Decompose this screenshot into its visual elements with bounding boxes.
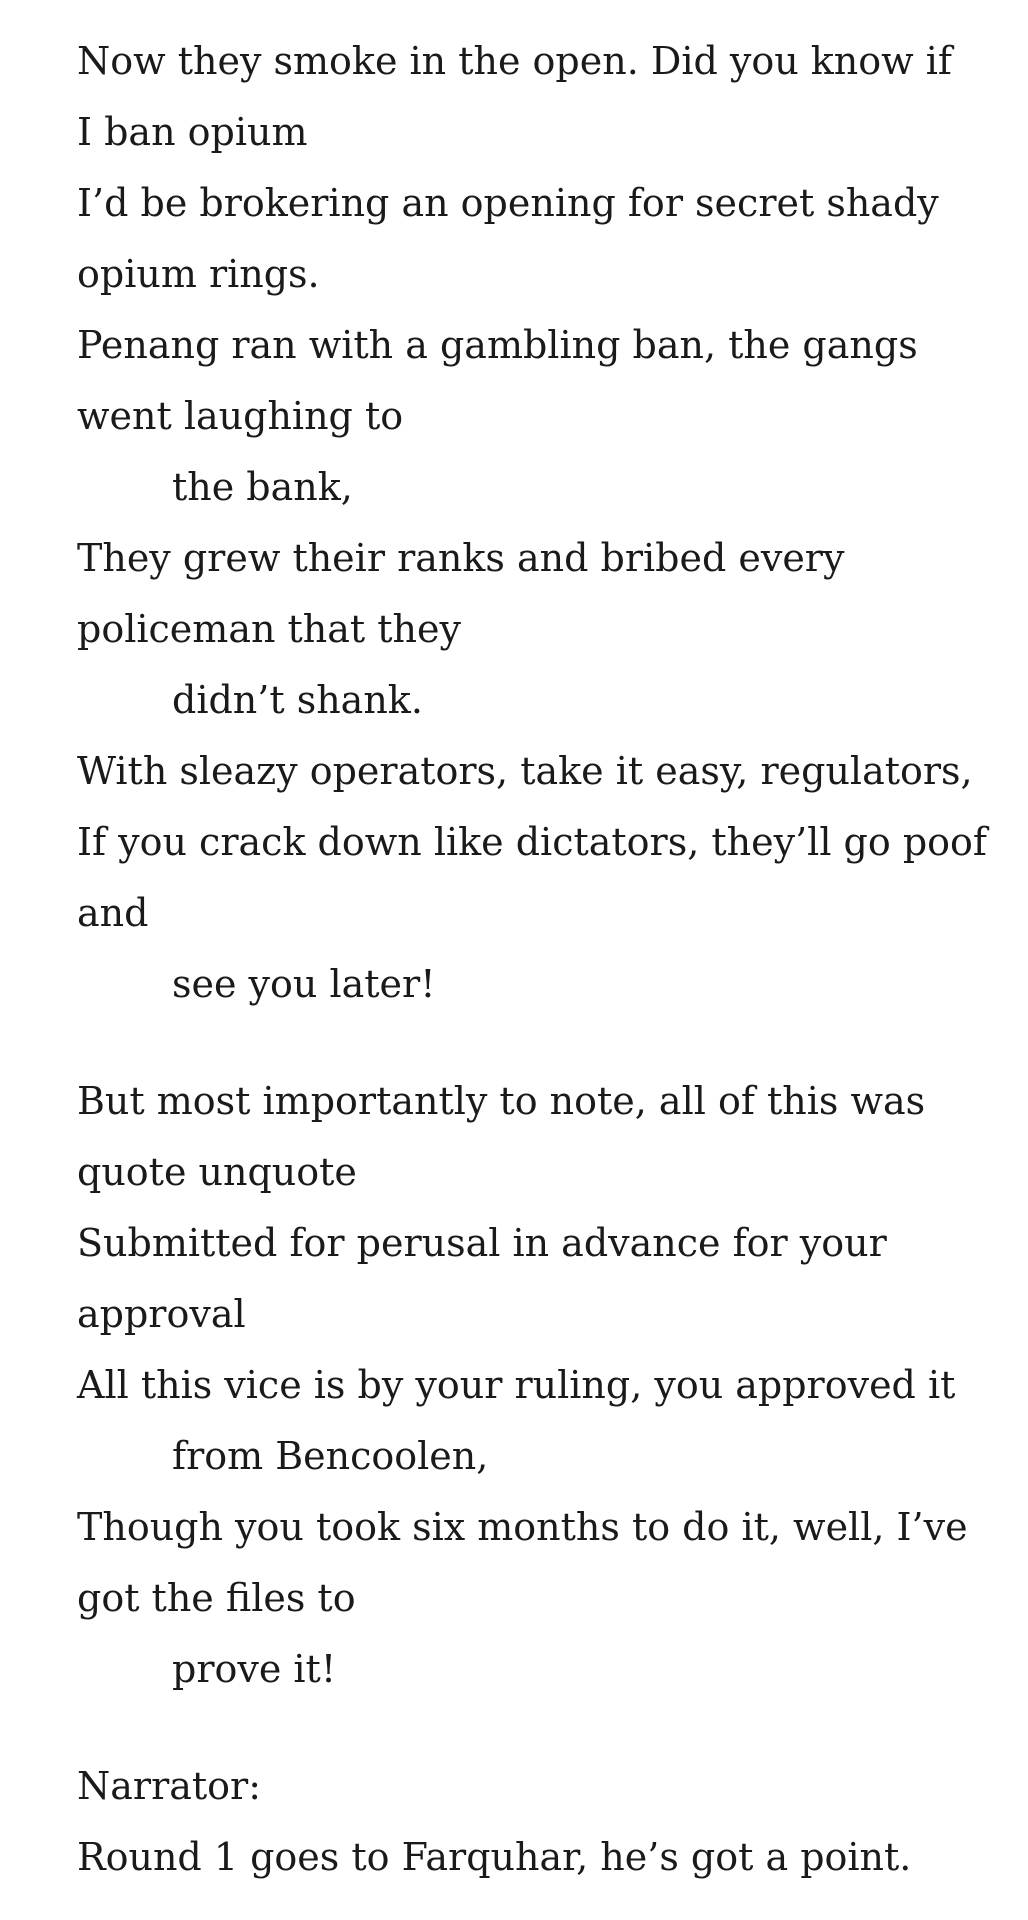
speaker-label: Narrator: [77, 1764, 262, 1808]
stanza-2 [77, 1066, 988, 1705]
lyric-line: got the files to [77, 1576, 356, 1620]
lyric-line: Penang ran with a gambling ban, the gangs [77, 323, 918, 367]
lyric-line: quote unquote [77, 1150, 357, 1194]
stanza-3 [77, 1751, 988, 1893]
lyric-line: All this vice is by your ruling, you approved it [77, 1363, 956, 1407]
stanza-divider [77, 1705, 988, 1751]
lyric-line-continuation: see you later! [172, 962, 436, 1006]
lyric-line: With sleazy operators, take it easy, regulators, [77, 749, 973, 793]
lyric-line: But most importantly to note, all of this was [77, 1079, 926, 1123]
stanza-1 [77, 26, 988, 1020]
lyric-line: Now they smoke in the open. Did you know if [77, 39, 952, 83]
lyric-line: Submitted for perusal in advance for your [77, 1221, 887, 1265]
lyric-line: opium rings. [77, 252, 320, 296]
stanza-divider [77, 1020, 988, 1066]
lyric-line-continuation: from Bencoolen, [172, 1434, 489, 1478]
lyric-line: I’d be brokering an opening for secret shady [77, 181, 939, 225]
lyric-line: If you crack down like dictators, they’ll go poof [77, 820, 987, 864]
lyric-line-continuation: prove it! [172, 1647, 337, 1691]
lyric-line: I ban opium [77, 110, 308, 154]
lyric-line: approval [77, 1292, 246, 1336]
lyric-line: and [77, 891, 149, 935]
lyric-line: Round 1 goes to Farquhar, he’s got a point. [77, 1835, 912, 1879]
lyric-line: They grew their ranks and bribed every [77, 536, 845, 580]
lyric-line-continuation: didn’t shank. [172, 678, 423, 722]
lyric-line: policeman that they [77, 607, 461, 651]
lyric-line: went laughing to [77, 394, 404, 438]
lyric-line-continuation: the bank, [172, 465, 353, 509]
lyric-line: Though you took six months to do it, well, I’ve [77, 1505, 968, 1549]
